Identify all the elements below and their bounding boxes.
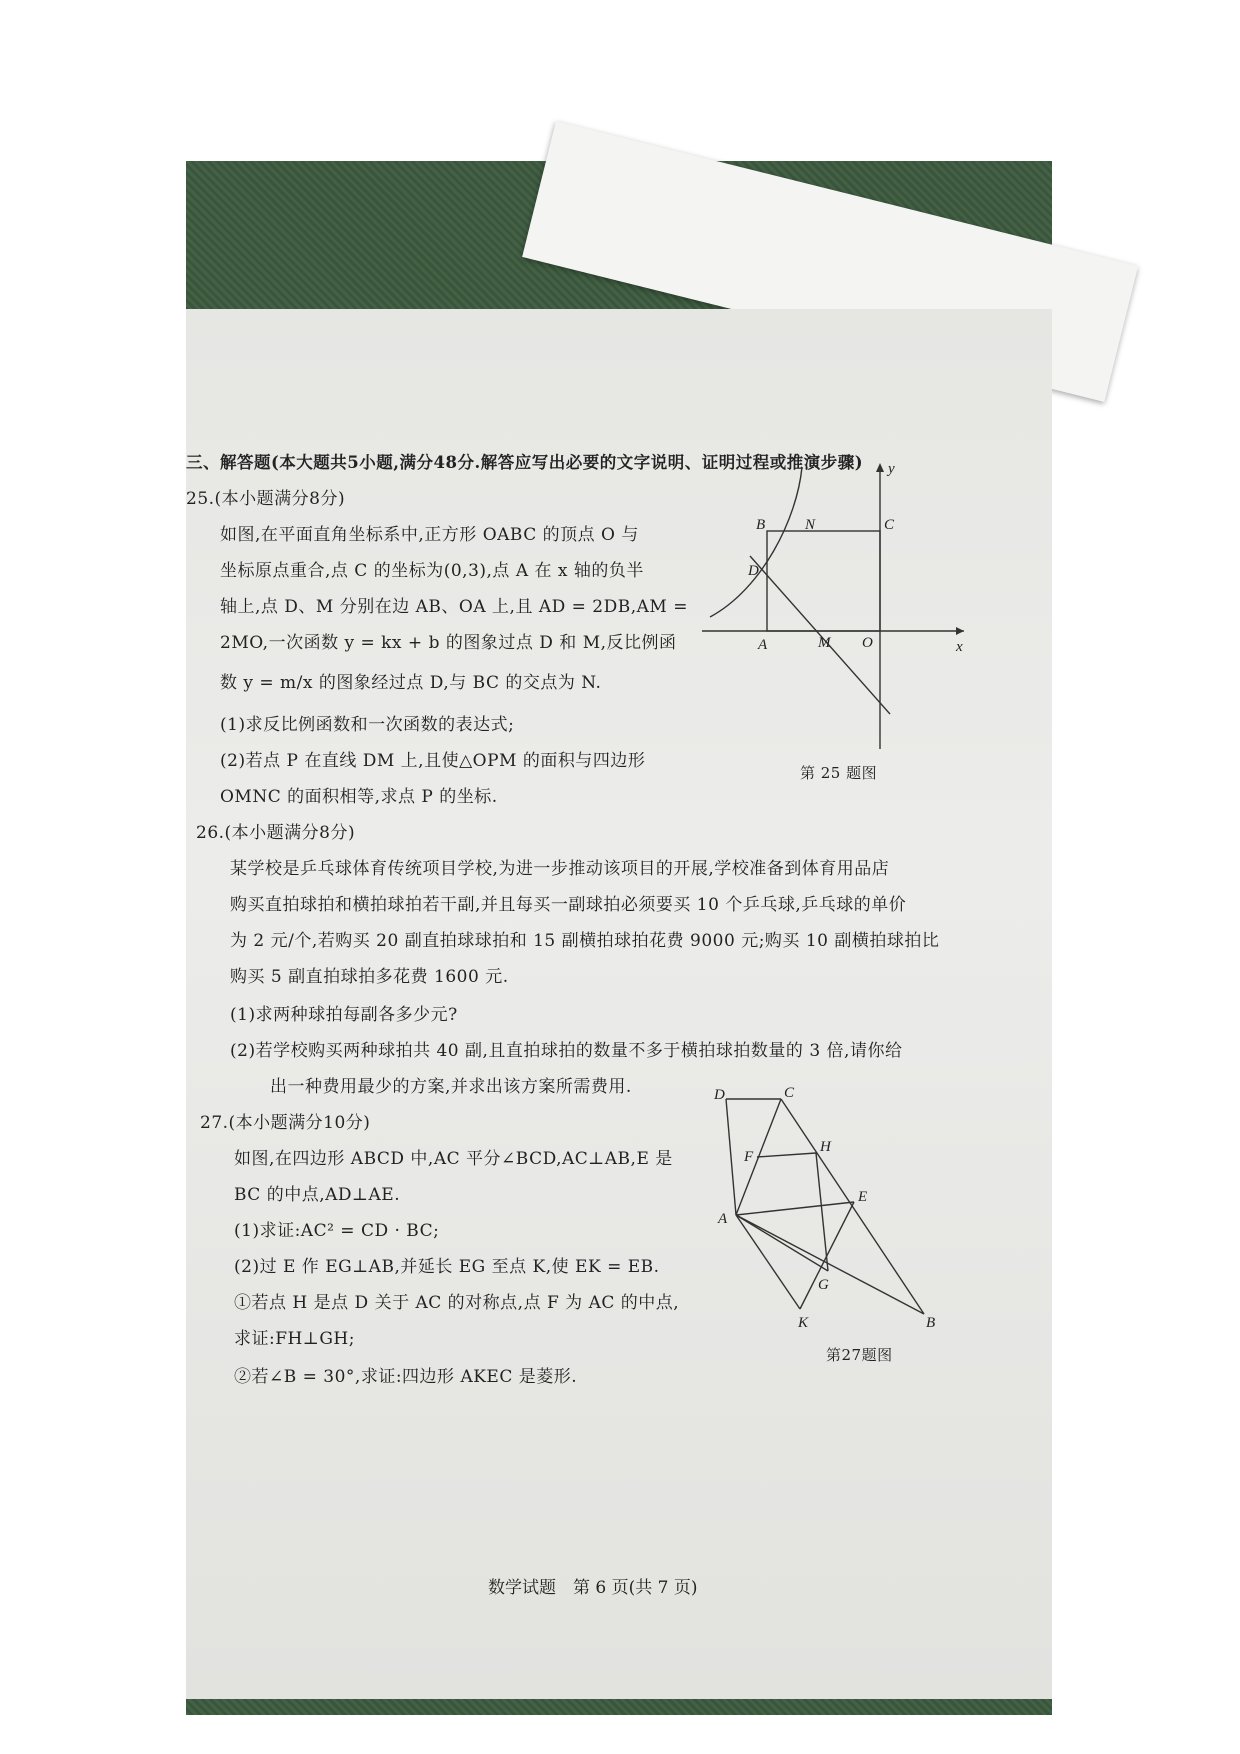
q25-subquestion: (2)若点 P 在直线 DM 上,且使△OPM 的面积与四边形: [220, 751, 646, 771]
q25-subquestion: (1)求反比例函数和一次函数的表达式;: [220, 715, 515, 735]
segment-ab: [736, 1215, 924, 1314]
segment-da: [726, 1099, 736, 1215]
q27-subquestion: ②若∠B = 30°,求证:四边形 AKEC 是菱形.: [234, 1367, 578, 1387]
q27-line: 求证:FH⊥GH;: [234, 1329, 355, 1349]
label-c: C: [884, 517, 895, 533]
q27-figure-caption: 第27题图: [826, 1346, 893, 1364]
label-e: E: [858, 1189, 868, 1205]
q26-line: 购买直拍球拍和横拍球拍若干副,并且每买一副球拍必须要买 10 个乒乓球,乒乓球的单价: [230, 895, 907, 915]
segment-ak: [736, 1215, 800, 1309]
label-c: C: [784, 1085, 795, 1101]
segment-ae: [736, 1202, 854, 1215]
q26-line: 出一种费用最少的方案,并求出该方案所需费用.: [270, 1077, 632, 1097]
segment-fh: [757, 1153, 816, 1157]
q25-line: 如图,在平面直角坐标系中,正方形 OABC 的顶点 O 与: [220, 525, 639, 545]
q27-figure: [714, 1085, 966, 1359]
q25-figure-caption: 第 25 题图: [800, 764, 878, 782]
label-f: F: [744, 1149, 754, 1165]
q26-line: 为 2 元/个,若购买 20 副直拍球球拍和 15 副横拍球拍花费 9000 元;购买 10 副横拍球拍比: [230, 931, 940, 951]
label-b: B: [926, 1315, 936, 1331]
q25-line: 坐标原点重合,点 C 的坐标为(0,3),点 A 在 x 轴的负半: [220, 561, 644, 581]
label-o: O: [862, 635, 873, 651]
q25-line: 数 y = m/x 的图象经过点 D,与 BC 的交点为 N.: [220, 673, 602, 693]
q26-line: 购买 5 副直拍球拍多花费 1600 元.: [230, 967, 509, 987]
label-d: D: [748, 563, 759, 579]
q26-subquestion: (1)求两种球拍每副各多少元?: [230, 1005, 458, 1025]
label-a: A: [718, 1211, 728, 1227]
label-m: M: [818, 635, 831, 651]
segment-ag: [736, 1215, 828, 1271]
exam-sheet: [186, 309, 1052, 1699]
q26-subquestion: (2)若学校购买两种球拍共 40 副,且直拍球拍的数量不多于横拍球拍数量的 3 倍,请你给: [230, 1041, 903, 1061]
label-h: H: [820, 1139, 831, 1155]
page-footer: 数学试题 第 6 页(共 7 页): [488, 1578, 698, 1598]
label-y: y: [888, 461, 895, 477]
q26-title: 26.(本小题满分8分): [196, 823, 356, 843]
square-oabc: [767, 531, 880, 631]
label-d: D: [714, 1087, 725, 1103]
label-k: K: [798, 1315, 809, 1331]
photo-background: [186, 161, 1052, 1715]
q27-subquestion: (1)求证:AC² = CD · BC;: [234, 1221, 440, 1241]
section-header: 三、解答题(本大题共5小题,满分48分.解答应写出必要的文字说明、证明过程或推演步骤): [186, 453, 864, 472]
q25-line: 2MO,一次函数 y = kx + b 的图象过点 D 和 M,反比例函: [220, 633, 677, 653]
q25-line: 轴上,点 D、M 分别在边 AB、OA 上,且 AD = 2DB,AM =: [220, 597, 688, 617]
label-g: G: [818, 1277, 829, 1293]
q27-line: 如图,在四边形 ABCD 中,AC 平分∠BCD,AC⊥AB,E 是: [234, 1149, 673, 1169]
q25-line: OMNC 的面积相等,求点 P 的坐标.: [220, 787, 498, 807]
q27-line: BC 的中点,AD⊥AE.: [234, 1185, 401, 1205]
q27-subquestion: ①若点 H 是点 D 关于 AC 的对称点,点 F 为 AC 的中点,: [234, 1293, 680, 1313]
label-n: N: [805, 517, 816, 533]
label-x: x: [956, 639, 963, 655]
label-a: A: [758, 637, 768, 653]
q27-subquestion: (2)过 E 作 EG⊥AB,并延长 EG 至点 K,使 EK = EB.: [234, 1257, 660, 1277]
q27-title: 27.(本小题满分10分): [200, 1113, 371, 1133]
q26-line: 某学校是乒乓球体育传统项目学校,为进一步推动该项目的开展,学校准备到体育用品店: [230, 859, 890, 879]
segment-hg: [816, 1153, 828, 1271]
q25-figure: [702, 459, 972, 749]
q25-title: 25.(本小题满分8分): [186, 489, 346, 509]
label-b: B: [756, 517, 766, 533]
hyperbola-curve: [710, 467, 802, 617]
